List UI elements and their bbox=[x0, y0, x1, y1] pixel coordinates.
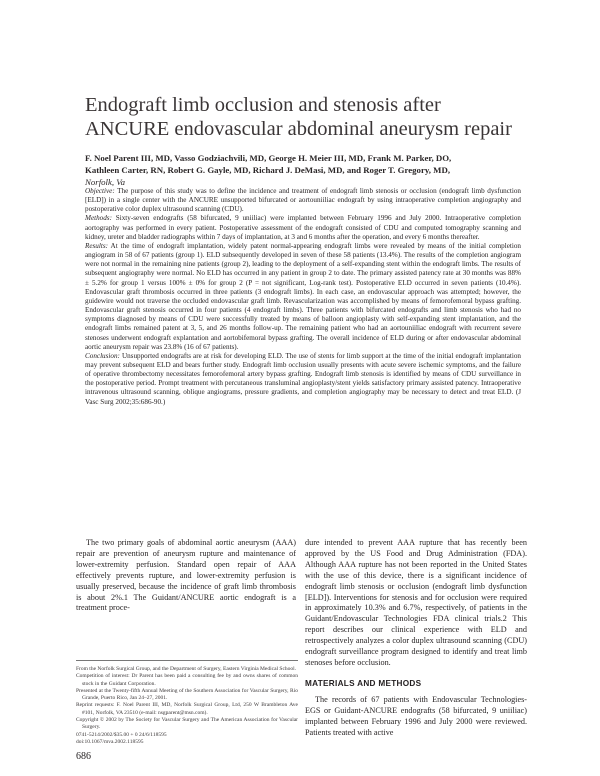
abstract-objective bbox=[85, 187, 521, 214]
conclusion-text: Unsupported endografts are at risk for developing ELD. The use of stents for limb support at the time of the initial endograft implantation may prevent subsequent ELD and bears further study. Endograft limb occlusion usually presents with acute severe ischemic symptoms, and the failure of operative thrombectomy necessitates femorofemoral artery bypass grafting. Endograft limb stenosis is identified by means of CDU surveillance in the postoperative period. Prompt treatment with percutaneous transluminal angioplasty/stent yields satisfactory primary assisted patency. Intraoperative intravenous ultrasound scanning, oblique angiograms, pressure gradients, and completion angiography may be necessary to detect and treat ELD. (J Vasc Surg 2002;35:686-90.) bbox=[85, 351, 521, 406]
footnote-reprints: Reprint requests: F. Noel Parent III, MD, Norfolk Surgical Group, Ltd, 250 W Brambleton Ave #101, Norfolk, VA 23510 (e-mail: nsgparent@msn.com). bbox=[76, 702, 298, 716]
results-label: Results: bbox=[85, 241, 109, 250]
methods-paragraph: The records of 67 patients with Endovascular Technologies-EGS or Guidant-ANCURE endografts (58 bifurcated, 9 uniiliac) implanted between February 1996 and July 2000 were reviewed. Patients treated with active bbox=[305, 694, 527, 737]
results-text: At the time of endograft implantation, widely patent normal-appearing endograft limbs were revealed by means of the initial completion angiogram in 58 of 67 patients (group 1). ELD subsequently developed in seven of these 58 patients (13.4%). The results of the completion angiogram were not normal in the remaining nine patients (group 2), leading to the deployment of a self-expanding stent within the endograft limbs. The results of subsequent angiography were normal. No ELD has occurred in any patient in group 2 to date. The primary assisted patency rate at 30 months was 88% ± 5.2% for group 1 versus 100% ± 0% for group 2 (P = not significant, Log-rank test). Postoperative ELD occurred in seven patients (10.4%). Endovascular graft thrombosis occurred in three patients (3 endograft limbs). In each case, an endovascular approach was attempted; however, the guidewire would not traverse the occluded endovascular graft limb. Revascularization was accomplished by means of femorofemoral bypass grafting. Endovascular graft stenosis occurred in four patients (4 endograft limbs). Three patients with bifurcated endografts and limb stenosis who had no symptoms diagnosed by means of CDU were successfully treated by means of balloon angioplasty with self-expanding stent implantation, and the endograft limbs remained patent at 3, 5, and 26 months follow-up. The remaining patient who had an aortouniiliac endograft with recurrent severe stenoses underwent endograft explantation and aortobifemoral bypass grafting. The overall incidence of ELD during or after endovascular abdominal aortic aneurysm repair was 23.8% (16 of 67 patients). bbox=[85, 241, 521, 351]
title-line-1: Endograft limb occlusion and stenosis after bbox=[85, 94, 441, 116]
authors-line-1: F. Noel Parent III, MD, Vasso Godziachvili, MD, George H. Meier III, MD, Frank M. Parker, DO, bbox=[85, 153, 452, 163]
abstract-conclusion bbox=[85, 352, 521, 407]
intro-paragraph-continued: dure intended to prevent AAA rupture that has recently been approved by the US Food and Drug Administration (FDA). Although AAA rupture has not been reported in the United States with the use of this device, there is a significant incidence of endograft limb stenosis or occlusion (endograft limb dysfunction [ELD]). Interventions for stenosis and for occlusion were required in approximately 10.3% and 6.7%, respectively, of patients in the Guidant/Endovascular Technologies FDA clinical trials.2 This report describes our clinical experience with ELD and retrospectively analyzes a color duplex ultrasound scanning (CDU) endograft surveillance program designed to identify and treat limb stenoses before occlusion. bbox=[305, 538, 527, 667]
methods-label: Methods: bbox=[85, 214, 112, 223]
article-title bbox=[85, 93, 545, 141]
footnote-doi: doi:10.1067/mva.2002.118595 bbox=[76, 738, 144, 745]
objective-text: The purpose of this study was to define the incidence and treatment of endograft limb stenosis or occlusion (endograft limb dysfunction [ELD]) in a single center with the ANCURE unsupported bifurcated or aortouniiliac endograft by using intraoperative completion angiography and postoperative color duplex ultrasound scanning (CDU). bbox=[85, 187, 521, 214]
objective-label: Objective: bbox=[85, 187, 115, 195]
author-list bbox=[85, 152, 555, 188]
methods-text: Sixty-seven endografts (58 bifurcated, 9 uniiliac) were implanted between February 1996 and July 2000. Intraoperative completion aortography was performed in every patient. Postoperative assessment of the endograft consisted of CDU and computed tomography scanning and kidney, ureter and bladder radiographs within 7 days of implantation, at 3 and 6 months after the operation, and every 6 months thereafter. bbox=[85, 214, 521, 241]
body-column-left bbox=[76, 538, 296, 614]
intro-paragraph: The two primary goals of abdominal aortic aneurysm (AAA) repair are prevention of aneurysm rupture and maintenance of lower-extremity perfusion. Standard open repair of AAA effectively prevents rupture, and lower-extremity perfusion is usually preserved, because the incidence of graft limb thrombosis is about 2%.1 The Guidant/ANCURE aortic endograft is a treatment proce- bbox=[76, 538, 296, 613]
authors-line-2: Kathleen Carter, RN, Robert G. Gayle, MD, Richard J. DeMasi, MD, and Roger T. Gregory, MD, bbox=[85, 165, 451, 175]
footnote-issn: 0741-5214/2002/$35.00 + 0 24/6/118595 bbox=[76, 731, 167, 738]
author-location: Norfolk, Va bbox=[85, 177, 126, 187]
abstract-methods bbox=[85, 214, 521, 241]
footnote-copyright: Copyright © 2002 by The Society for Vascular Surgery and The American Association for Vascular Surgery. bbox=[76, 717, 298, 731]
body-column-right bbox=[305, 538, 527, 738]
page-number: 686 bbox=[76, 751, 91, 762]
section-heading-methods: MATERIALS AND METHODS bbox=[305, 678, 422, 688]
footnote-competition: Competition of interest: Dr Parent has been paid a consulting fee by and owns shares of common stock in the Guidant Corporation. bbox=[76, 673, 298, 687]
footnote-presented: Presented at the Twenty-fifth Annual Meeting of the Southern Association for Vascular Surgery, Rio Grande, Puerto Rico, Jan 24–27, 2001. bbox=[76, 687, 298, 702]
footnote-divider bbox=[76, 660, 298, 661]
abstract bbox=[85, 187, 521, 407]
footnotes bbox=[76, 666, 298, 746]
conclusion-label: Conclusion: bbox=[85, 351, 120, 360]
title-line-2: ANCURE endovascular abdominal aneurysm repair bbox=[85, 118, 512, 140]
footnote-affiliation: From the Norfolk Surgical Group, and the Department of Surgery, Eastern Virginia Medical School. bbox=[76, 666, 297, 672]
abstract-results bbox=[85, 242, 521, 352]
